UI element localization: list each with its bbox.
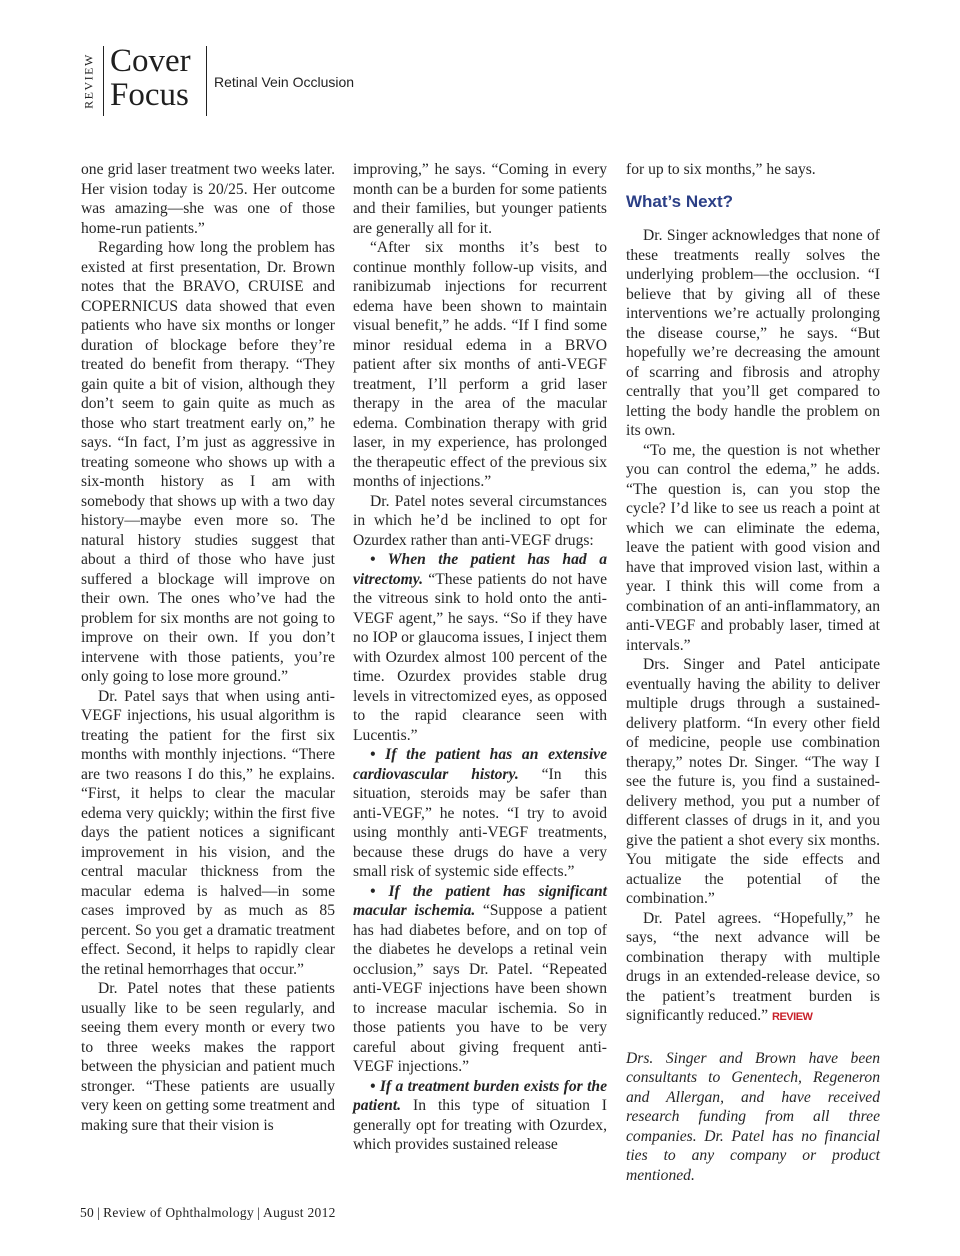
bullet-text: “Suppose a patient has had diabetes before, and on top of the diabetes he develops a retinal vein occlusion,” says Dr. Patel. “Repeated anti-VEGF injections have been shown to increase macular ischemia. So in those patients you have to be very careful about giving frequent anti-VEGF injections.”	[353, 902, 607, 1075]
paragraph: Regarding how long the problem has existed at first presentation, Dr. Brown notes that the BRAVO, CRUISE and COPERNICUS data showed that even patients who have six months or longer duration of blockage before they’re treated do benefit from therapy. “They gain quite a bit of vision, although they don’t seem to gain quite as much as those who start treatment early on,” he says. “In fact, I’m just as aggressive in treating someone who shows up with a six-month history as I am with somebody that shows up with a two day history—maybe even more so. The natural history studies suggest that about a third of those who have just suffered a blockage will improve on their own. The ones who’ve had the problem for six months are not going to improve on their own. If you don’t intervene with those patients, you’re only going to lose more ground.”	[81, 239, 335, 685]
section-label-vertical: REVIEW	[81, 53, 96, 109]
bullet-paragraph	[353, 882, 607, 1077]
footer-separator: |	[97, 1205, 101, 1220]
bullet-paragraph	[353, 550, 607, 745]
issue-date: August 2012	[263, 1205, 336, 1220]
paragraph: Dr. Singer acknowledges that none of these treatments really solves the underlying problem—the occlusion. “I believe that by giving all of these interventions we’re actually prolonging the disease course,” he says. “But hopefully we’re decreasing the amount of scarring and fibrosis and atrophy centrally that you’ll get compared to letting the body handle the problem on its own.	[626, 227, 880, 439]
subhead: What’s Next?	[626, 191, 734, 211]
publication-name: Review of Ophthalmology	[103, 1205, 255, 1220]
article-column-3	[626, 160, 880, 1185]
paragraph-text: Dr. Patel agrees. “Hopefully,” he says, “the next advance will be combination therapy with multiple drugs in an extended-release device, so the patient’s treatment burden is significantly reduced.”	[626, 909, 880, 1024]
bullet-lead: • When the patient has had a vitrectomy.	[353, 551, 607, 588]
paragraph: for up to six months,” he says.	[626, 161, 816, 178]
bullet-lead: • If a treatment burden exists for the patient.	[353, 1077, 607, 1114]
header-divider	[206, 46, 207, 116]
paragraph: “To me, the question is not whether you can control the edema,” he adds. “The question is, can you stop the cycle? I’d like to see us reach a point at which we can eliminate the edema, leave the patient with good vision and have that improved vision last, within a year. I think this will come from a combination of an anti-inflammatory, an anti-VEGF and probably laser, timed at intervals.”	[626, 441, 880, 654]
bullet-paragraph	[353, 1077, 607, 1155]
end-mark: REVIEW	[772, 1011, 813, 1023]
bullet-lead: • If the patient has significant macular ischemia.	[353, 882, 607, 919]
footer-separator: |	[257, 1205, 261, 1220]
disclosure: Drs. Singer and Brown have been consultants to Genentech, Regeneron and Allergan, and have received research funding from all three companies. Dr. Patel has no financial ties to any company or product mentioned.	[626, 1049, 880, 1184]
paragraph: Drs. Singer and Patel anticipate eventually having the ability to deliver multiple drugs through a sustained-delivery platform. “In every other field of medicine, people use combination therapy,” notes Dr. Singer. “The way I see the future is, you find a sustained-delivery method, you put a number of different classes of drugs in it, and you give the patient a shot every six months. You mitigate the side effects and actualize the potential of the combination.”	[626, 656, 880, 907]
bullet-lead: • If the patient has an extensive cardiovascular history.	[353, 746, 607, 783]
paragraph: Dr. Patel notes several circumstances in which he’d be inclined to opt for Ozurdex rather than anti-VEGF drugs:	[353, 492, 607, 549]
paragraph: one grid laser treatment two weeks later. Her vision today is 20/25. Her outcome was amazing—she was one of those home-run patients.”	[81, 161, 335, 237]
paragraph: improving,” he says. “Coming in every month can be a burden for some patients and their families, but younger patients are generally all for it.	[353, 161, 607, 237]
topic-label: Retinal Vein Occlusion	[214, 74, 355, 90]
bullet-text: “These patients do not have the vitreous sink to hold onto the anti-VEGF agent,” he says. “So if they have no IOP or glaucoma issues, I inject them with Ozurdex almost 100 percent of the time. Ozurdex provides stable drug levels in vitrectomized eyes, as opposed to the rapid clearance seen with Lucentis.”	[353, 570, 607, 744]
bullet-text: In this type of situation I generally opt for treating with Ozurdex, which provides sustained release	[353, 1097, 607, 1153]
article-column-1	[81, 160, 335, 1135]
page-number: 50	[80, 1205, 95, 1220]
paragraph: Dr. Patel notes that these patients usually like to be seen regularly, and seeing them every month or every two to three weeks makes the rapport between the physician and patient much stronger. “These patients are usually very keen on getting some treatment and making sure that their vision is	[81, 980, 335, 1134]
paragraph: Dr. Patel says that when using anti-VEGF injections, his usual algorithm is treating the patient for the first six months with monthly injections. “There are two reasons I do this,” he explains. “First, it helps to clear the macular edema very quickly; within the first five days the patient notices a significant improvement in his vision, and the central macular thickness from the macular edema is halved—in some cases improved by as much as 85 percent. So you get a dramatic treatment effect. Second, it helps to rapidly clear the retinal hemorrhages that occur.”	[81, 687, 335, 978]
section-title: Cover Focus	[110, 43, 191, 113]
header-divider	[103, 46, 104, 116]
paragraph: “After six months it’s best to continue monthly follow-up visits, and ranibizumab injections for recurrent edema have been shown to maintain visual benefit,” he adds. “If I find some minor residual edema in a BRVO patient after six months of anti-VEGF treatment, I’ll perform a grid laser therapy in the area of the macular edema. Combination therapy with grid laser, in my experience, has prolonged the therapeutic effect of the previous six months of injections.”	[353, 239, 607, 490]
bullet-text: “In this situation, steroids may be safer than anti-VEGF,” he notes. “I try to avoid using monthly anti-VEGF treatments, because these drugs do have a very small risk of systemic side effects.”	[353, 765, 607, 880]
paragraph	[626, 909, 880, 1028]
page-footer	[80, 1205, 336, 1221]
bullet-paragraph	[353, 745, 607, 882]
article-column-2	[353, 160, 607, 1155]
